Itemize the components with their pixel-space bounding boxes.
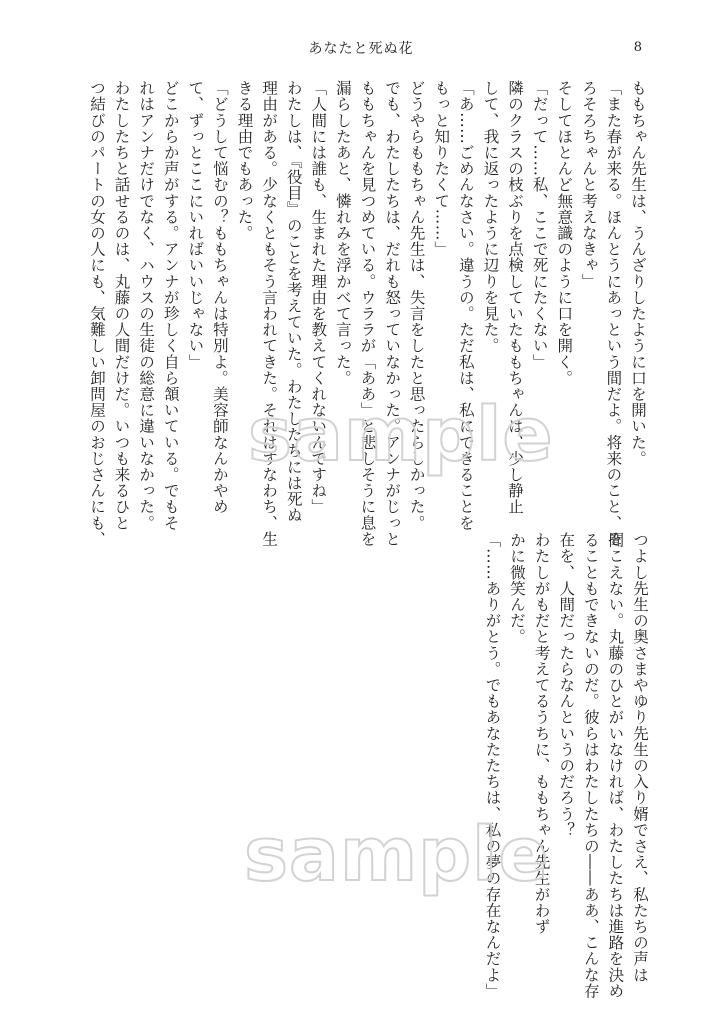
text-line: つ結びのパートの女の人にも、気難しい卸問屋のおじさんにも、 [87, 80, 106, 547]
upper-text-block [84, 80, 650, 547]
sample-watermark: sample [244, 812, 550, 898]
text-line: 「あ……ごめんなさい。違うの。ただ私は、私にできることを [456, 80, 475, 531]
text-line: 隣のクラスの枝ぶりを点検していたももちゃんは、少し静止 [506, 80, 525, 515]
text-line: もっと知りたくて……」 [432, 80, 451, 258]
text-line: でも、わたしたちは、だれも怒っていなかった。アンナがじっと [383, 80, 402, 547]
text-line: 「……ありがとう。でもあなたたちは、私の夢の存在なんだよ」 [483, 532, 502, 999]
text-line: ももちゃんを見つめている。ウララが「ああ」と悲しそうに息を [358, 80, 377, 547]
text-line: して、我に返ったように辺りを見た。 [481, 80, 500, 354]
lower-text-block [480, 532, 652, 999]
text-line: ろそろちゃんと考えなきゃ」 [579, 80, 598, 290]
text-line: 漏らしたあと、憐れみを浮かべて言った。 [333, 80, 352, 386]
text-line: ももちゃん先生は、うんざりしたように口を開いた。 [629, 80, 647, 467]
running-title: あなたと死ぬ花 [308, 41, 414, 57]
text-line: れはアンナだけでなく、ハウスの生徒の総意に違いなかった。 [137, 80, 156, 531]
text-line: どこからか声がする。アンナが珍しく自ら頷いている。でもそ [161, 80, 180, 531]
text-line: 「人間には誰も、生まれた理由を教えてくれないんですね」 [309, 80, 328, 515]
text-line: 「また春が来る。ほんとうにあっという間だよ。将来のこと、そ [604, 80, 623, 547]
text-line: わたしは、『役目』のことを考えていた。わたしたちには死ぬ [284, 80, 303, 524]
text-line: 「だって……私、ここで死にたくない」 [530, 80, 549, 370]
text-line: わたしがもだと考えてるうちに、ももちゃん先生がわず [532, 532, 551, 935]
text-line: 在を、人間だったらなんというのだろう？ [557, 532, 576, 838]
text-line: 「どうして悩むの？ももちゃんは特別よ。美容師なんかやめ [210, 80, 229, 515]
text-line: 理由がある。少なくともそう言われてきた。それはすなわち、生 [260, 80, 279, 547]
sample-watermark: sample [248, 392, 554, 478]
text-line: かに微笑んだ。 [508, 532, 527, 645]
text-line: きる理由でもあった。 [235, 80, 254, 241]
text-line: つよし先生の奥さまやゆり先生の入り婿でさえ、私たちの声は [631, 532, 649, 983]
text-line: そしてほとんど無意識のように口を開く。 [555, 80, 574, 386]
text-line: わたしたちと話せるのは、丸藤の人間だけだ。いつも来るひと [112, 80, 131, 531]
text-line: ることもできないのだ。彼らはわたしたちの――ああ、こんな存 [581, 532, 600, 999]
text-line: 聞こえない。丸藤のひとがいなければ、わたしたちは進路を決め [606, 532, 625, 999]
text-line: て、ずっとここにいればいいじゃない」 [186, 80, 205, 370]
text-line: どうやらももちゃん先生は、失言をしたと思ったらしかった。 [407, 80, 426, 531]
page-number: 8 [633, 40, 642, 55]
